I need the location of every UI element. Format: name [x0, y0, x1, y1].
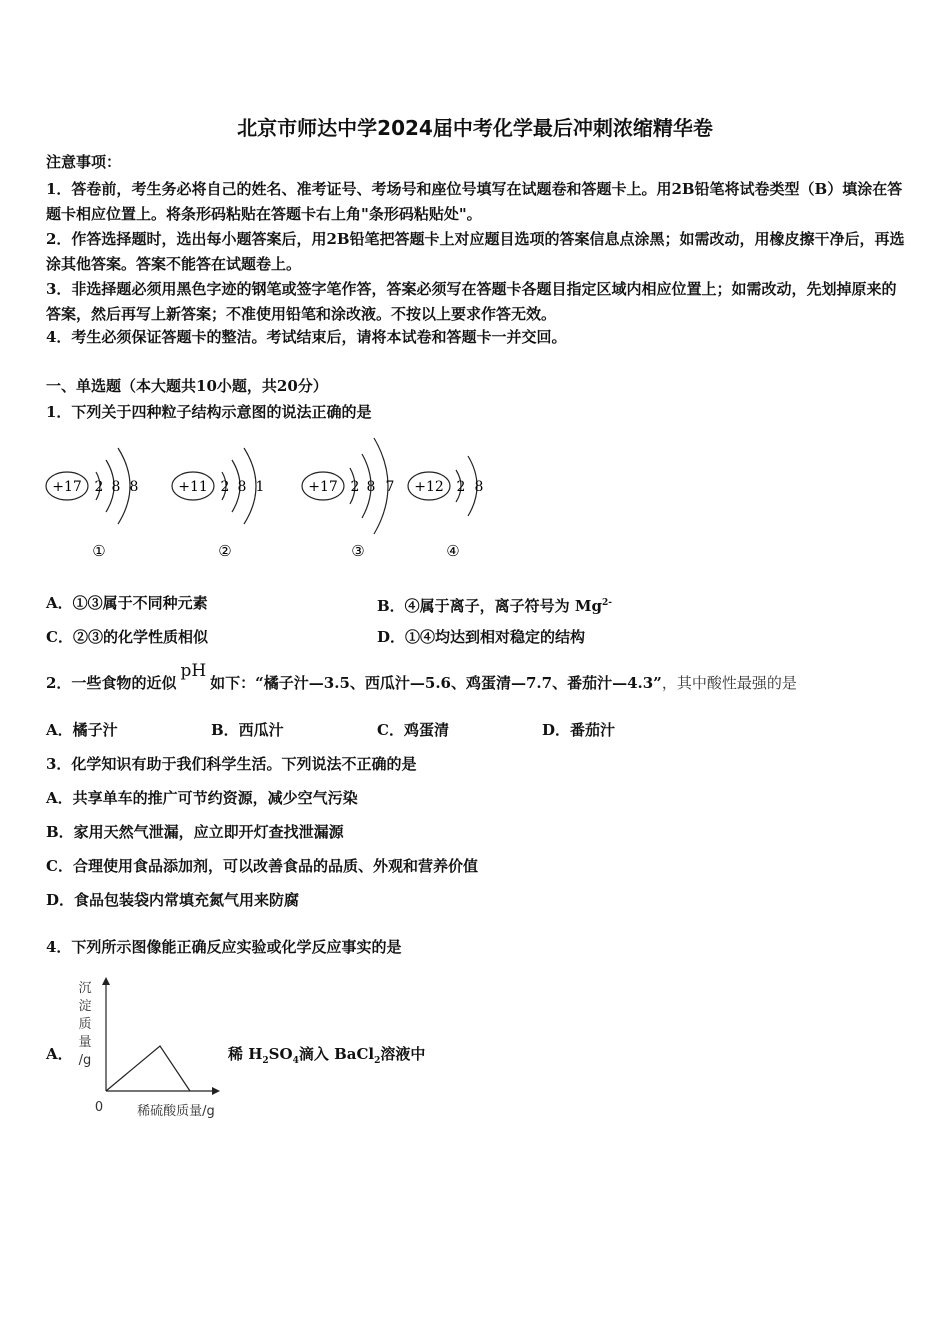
- atom-label: ②: [218, 542, 232, 560]
- atom-diagram-3: [300, 430, 400, 565]
- q4-graph: [70, 975, 230, 1125]
- q4-option-a-text-part4: 溶液中: [380, 1045, 426, 1063]
- q3-stem: 3．化学知识有助于我们科学生活。下列说法不正确的是: [46, 755, 417, 773]
- q4-option-a-text-part2: SO: [268, 1045, 293, 1063]
- nucleus-charge: +17: [52, 479, 82, 495]
- q3-option-b: B．家用天然气泄漏，应立即开灯查找泄漏源: [46, 823, 344, 841]
- q1-option-d: D．①④均达到相对稳定的结构: [377, 628, 586, 646]
- atom-label: ④: [446, 542, 460, 560]
- y-axis-label-char: /g: [78, 1053, 92, 1068]
- section-heading: 一、单选题（本大题共10小题，共20分）: [46, 377, 328, 395]
- atom-diagram-4: [406, 430, 496, 565]
- q3-option-a: A．共享单车的推广可节约资源，减少空气污染: [46, 789, 358, 807]
- atom-label: ①: [92, 542, 106, 560]
- q4-option-a-text: [228, 1044, 425, 1071]
- page-title: 北京市师达中学2024届中考化学最后冲刺浓缩精华卷: [237, 116, 713, 140]
- origin-label: 0: [94, 1100, 104, 1115]
- q2-option-d: D．番茄汁: [542, 721, 616, 739]
- q1-option-a: A．①③属于不同种元素: [46, 594, 208, 612]
- shell-electrons: 2: [350, 479, 360, 495]
- shell-electrons: 2: [220, 479, 230, 495]
- shell-electrons: 8: [366, 479, 376, 495]
- q4-stem: 4．下列所示图像能正确反应实验或化学反应事实的是: [46, 938, 402, 956]
- shell-electrons: 8: [474, 479, 484, 495]
- q2-stem-part3: ，其中酸性最强的是: [661, 674, 797, 692]
- q2-option-a: A．橘子汁: [46, 721, 118, 739]
- q4-option-a-label: A．: [46, 1045, 73, 1063]
- nucleus-charge: +12: [414, 479, 444, 495]
- q4-option-a-sub1: 2: [262, 1056, 269, 1066]
- x-axis-arrow: [212, 1087, 220, 1095]
- y-axis-label-char: 沉: [78, 981, 92, 996]
- y-axis-arrow: [102, 977, 110, 985]
- notice-item-4: 4．考生必须保证答题卡的整洁。考试结束后，请将本试卷和答题卡一并交回。: [46, 328, 567, 346]
- shell-electrons: 2: [456, 479, 466, 495]
- shell-electrons: 7: [385, 479, 395, 495]
- q4-option-a-text-part3: 滴入 BaCl: [298, 1045, 375, 1063]
- notice-item-3: 3．非选择题必须用黑色字迹的钢笔或签字笔作答，答案必须写在答题卡各题目指定区域内相应位置上；如需改动，先划掉原来的答案，然后再写上新答案；不准使用铅笔和涂改液。不按以上要求作答无效。: [46, 280, 897, 323]
- y-axis-label-char: 质: [78, 1017, 92, 1032]
- nucleus-charge: +17: [308, 479, 338, 495]
- data-line: [106, 1046, 190, 1091]
- notice-heading: 注意事项：: [46, 153, 122, 171]
- q1-option-b-text: B．④属于离子，离子符号为 Mg: [377, 597, 602, 615]
- q1-option-c: C．②③的化学性质相似: [46, 628, 208, 646]
- q4-option-a-sub3: 2: [374, 1056, 381, 1066]
- y-axis-label-char: 量: [78, 1035, 92, 1050]
- q3-option-c: C．合理使用食品添加剂，可以改善食品的品质、外观和营养价值: [46, 857, 478, 875]
- x-axis-label: 稀硫酸质量/g: [137, 1104, 215, 1119]
- atom-diagram-2: [170, 430, 270, 565]
- shell-electrons: 1: [255, 479, 265, 495]
- q2-stem-part1: 2．一些食物的近似: [46, 674, 177, 692]
- q1-option-b: [377, 593, 612, 616]
- q2-option-b: B．西瓜汁: [211, 721, 284, 739]
- q2-stem-part2: 如下：“橘子汁—3.5、西瓜汁—5.6、鸡蛋清—7.7、番茄汁—4.3”: [210, 674, 662, 692]
- q4-option-a-text-part1: 稀 H: [228, 1045, 263, 1063]
- shell-electrons: 2: [94, 479, 104, 495]
- q2-stem-ph: pH: [180, 661, 207, 681]
- shell-electrons: 8: [111, 479, 121, 495]
- q2-stem: [46, 663, 797, 703]
- atom-label: ③: [351, 542, 365, 560]
- q1-stem: 1．下列关于四种粒子结构示意图的说法正确的是: [46, 403, 372, 421]
- q1-option-b-charge: 2-: [602, 598, 612, 608]
- notice-item-1: 1．答卷前，考生务必将自己的姓名、准考证号、考场号和座位号填写在试题卷和答题卡上。用2B铅笔将试卷类型（B）填涂在答题卡相应位置上。将条形码粘贴在答题卡右上角"条形码粘贴处"。: [46, 180, 903, 223]
- atom-diagram-1: [44, 430, 144, 565]
- q2-option-c: C．鸡蛋清: [377, 721, 449, 739]
- y-axis-label-char: 淀: [78, 999, 92, 1014]
- notice-item-2: 2．作答选择题时，选出每小题答案后，用2B铅笔把答题卡上对应题目选项的答案信息点涂黑；如需改动，用橡皮擦干净后，再选涂其他答案。答案不能答在试题卷上。: [46, 230, 905, 273]
- q4-option-a-sub2: 4: [292, 1056, 299, 1066]
- shell-electrons: 8: [129, 479, 139, 495]
- shell-electrons: 8: [237, 479, 247, 495]
- q3-option-d: D．食品包装袋内常填充氮气用来防腐: [46, 891, 300, 909]
- nucleus-charge: +11: [178, 479, 208, 495]
